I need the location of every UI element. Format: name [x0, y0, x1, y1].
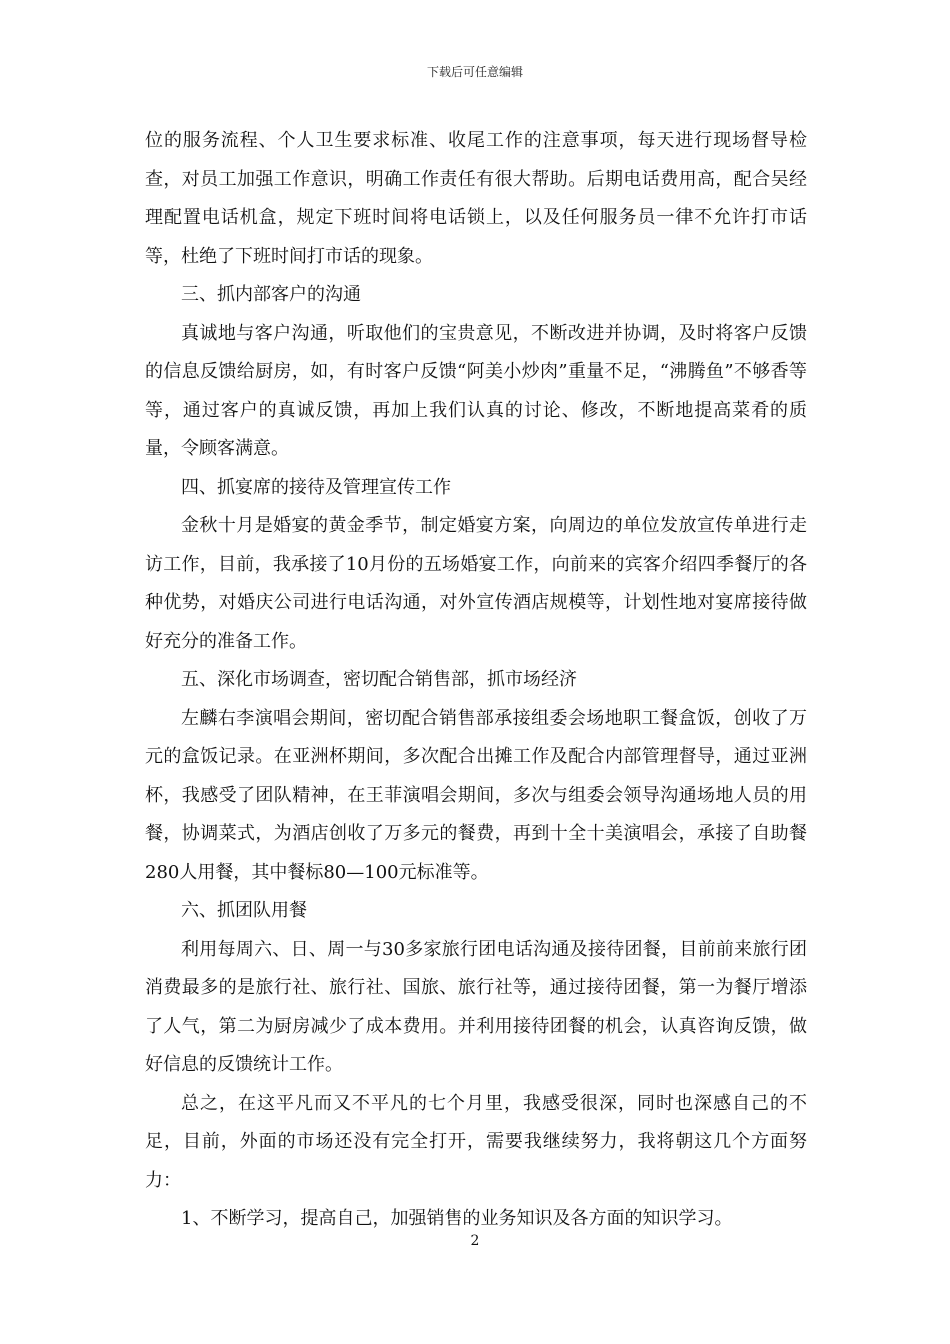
paragraph: 利用每周六、日、周一与30多家旅行团电话沟通及接待团餐，目前前来旅行团消费最多的是旅行社、旅行社、国旅、旅行社等，通过接待团餐，第一为餐厅增添了人气，第二为厨房减少了成本费用。并利用接待团餐的机会，认真咨询反馈，做好信息的反馈统计工作。 [145, 938, 807, 1075]
page-header: 下载后可任意编辑 [426, 65, 523, 79]
paragraph: 真诚地与客户沟通，听取他们的宝贵意见，不断改进并协调，及时将客户反馈的信息反馈给厨房，如，有时客户反馈“阿美小炒肉”重量不足，“沸腾鱼”不够香等等，通过客户的真诚反馈，再加上我们认真的讨论、修改，不断地提高菜肴的质量，令顾客满意。 [145, 322, 807, 459]
section-heading-4: 四、抓宴席的接待及管理宣传工作 [181, 476, 451, 498]
paragraph: 左麟右李演唱会期间，密切配合销售部承接组委会场地职工餐盒饭，创收了万元的盒饭记录。在亚洲杯期间，多次配合出摊工作及配合内部管理督导，通过亚洲杯，我感受了团队精神，在王菲演唱会期间，多次与组委会领导沟通场地人员的用餐，协调菜式，为酒店创收了万多元的餐费，再到十全十美演唱会，承接了自助餐280人用餐，其中餐标80—100元标准等。 [145, 707, 807, 883]
page-number: 2 [470, 1233, 480, 1249]
list-item: 1、不断学习，提高自己，加强销售的业务知识及各方面的知识学习。 [181, 1208, 733, 1229]
paragraph: 金秋十月是婚宴的黄金季节，制定婚宴方案，向周边的单位发放宣传单进行走访工作，目前，我承接了10月份的五场婚宴工作，向前来的宾客介绍四季餐厅的各种优势，对婚庆公司进行电话沟通，对外宣传酒店规模等，计划性地对宴席接待做好充分的准备工作。 [145, 515, 807, 652]
summary-paragraph: 总之，在这平凡而又不平凡的七个月里，我感受很深，同时也深感自己的不足，目前，外面的市场还没有完全打开，需要我继续努力，我将朝这几个方面努力： [145, 1092, 807, 1191]
document-body [145, 122, 807, 1239]
paragraph-continuation: 位的服务流程、个人卫生要求标准、收尾工作的注意事项，每天进行现场督导检查，对员工加强工作意识，明确工作责任有很大帮助。后期电话费用高，配合吴经理配置电话机盒，规定下班时间将电话锁上，以及任何服务员一律不允许打市话等，杜绝了下班时间打市话的现象。 [145, 130, 807, 267]
section-heading-6: 六、抓团队用餐 [181, 900, 307, 921]
section-heading-3: 三、抓内部客户的沟通 [181, 284, 361, 305]
section-heading-5: 五、深化市场调查，密切配合销售部，抓市场经济 [181, 669, 577, 690]
